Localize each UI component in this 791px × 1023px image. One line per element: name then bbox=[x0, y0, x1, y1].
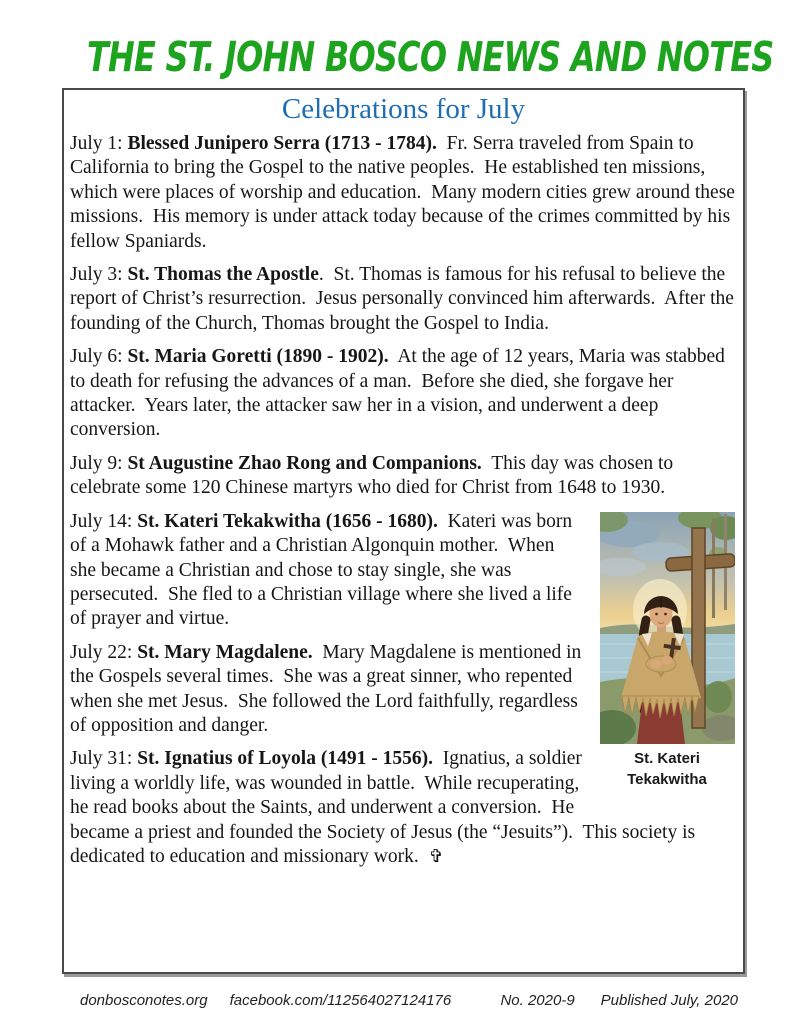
article-july-3 bbox=[70, 263, 737, 336]
article-date: July 6: bbox=[70, 346, 128, 368]
footer-issue-number: No. 2020-9 bbox=[500, 992, 575, 1009]
article-july-9 bbox=[70, 452, 737, 501]
article-date: July 3: bbox=[70, 264, 128, 286]
saint-name: St Augustine Zhao Rong and Companions. bbox=[127, 452, 482, 474]
article-body: Mary Magdalene is mentioned in the Gospels several times. She was a great sinner, who repented when she met Jesus. She followed the Lord faithfully, regardless of opposition and danger. bbox=[70, 641, 587, 736]
article-july-1 bbox=[70, 132, 740, 254]
saint-caption-line2: Tekakwitha bbox=[627, 770, 707, 788]
saint-name: St. Ignatius of Loyola (1491 - 1556). bbox=[137, 748, 433, 770]
kateri-image bbox=[600, 512, 735, 744]
article-body: Fr. Serra traveled from Spain to California to bring the Gospel to the native peoples. He established ten missions, which were places of worship and education. Many modern cities grew around these missions. His memory is under attack today because of the crimes committed by his fellow Spaniards. bbox=[70, 133, 740, 252]
footer-published-date: Published July, 2020 bbox=[600, 992, 738, 1009]
footer-website: donbosconotes.org bbox=[80, 992, 208, 1009]
article-date: July 1: bbox=[70, 133, 128, 154]
saint-name: Blessed Junipero Serra (1713 - 1784). bbox=[127, 133, 437, 154]
article-date: July 31: bbox=[70, 748, 138, 770]
footer-facebook: facebook.com/112564027124176 bbox=[229, 992, 452, 1009]
saint-name: St. Kateri Tekakwitha (1656 - 1680). bbox=[137, 510, 438, 532]
saint-name: St. Thomas the Apostle bbox=[127, 264, 319, 286]
article-body: This day was chosen to celebrate some 120 Chinese martyrs who died for Christ from 1648 to 1930. bbox=[70, 452, 679, 499]
saint-figure bbox=[597, 512, 737, 790]
newsletter-content-box bbox=[62, 88, 745, 974]
masthead bbox=[0, 34, 791, 80]
article-body: . St. Thomas is famous for his refusal to believe the report of Christ’s resurrection. Jesus personally convinced him afterwards. After the founding of the Church, Thomas brought the Gospel to India. bbox=[70, 264, 739, 334]
saint-name: St. Maria Goretti (1890 - 1902). bbox=[127, 346, 389, 368]
article-date: July 9: bbox=[70, 452, 128, 474]
article-body: Ignatius, a soldier living a worldly life, was wounded in battle. While recuperating, he read books about the Saints, and underwent a conversion. He became a priest and founded the Society of Jesus (the “Jesuits”). This society is dedicated to education and missionary work. bbox=[70, 748, 700, 867]
article-body: At the age of 12 years, Maria was stabbed to death for refusing the advances of a man. Before she died, she forgave her attacker. Years later, the attacker saw her in a vision, and underwent a deep conversion. bbox=[70, 346, 730, 441]
saint-caption-line1: St. Kateri bbox=[634, 749, 700, 767]
saint-caption bbox=[597, 748, 737, 790]
cross-icon: ✞ bbox=[428, 845, 444, 867]
page-footer bbox=[80, 992, 738, 1009]
newsletter-title: THE ST. JOHN BOSCO NEWS AND NOTES bbox=[87, 33, 774, 81]
article-date: July 22: bbox=[70, 641, 138, 663]
article-july-6 bbox=[70, 345, 737, 443]
article-date: July 14: bbox=[70, 510, 138, 532]
saint-name: St. Mary Magdalene. bbox=[137, 641, 313, 663]
article-body: Kateri was born of a Mohawk father and a Christian Algonquin mother. When she became a Christian and chose to stay single, she was persecuted. She fled to a Christian village where she lived a life of prayer and virtue. bbox=[70, 510, 577, 630]
section-heading: Celebrations for July bbox=[281, 93, 526, 125]
